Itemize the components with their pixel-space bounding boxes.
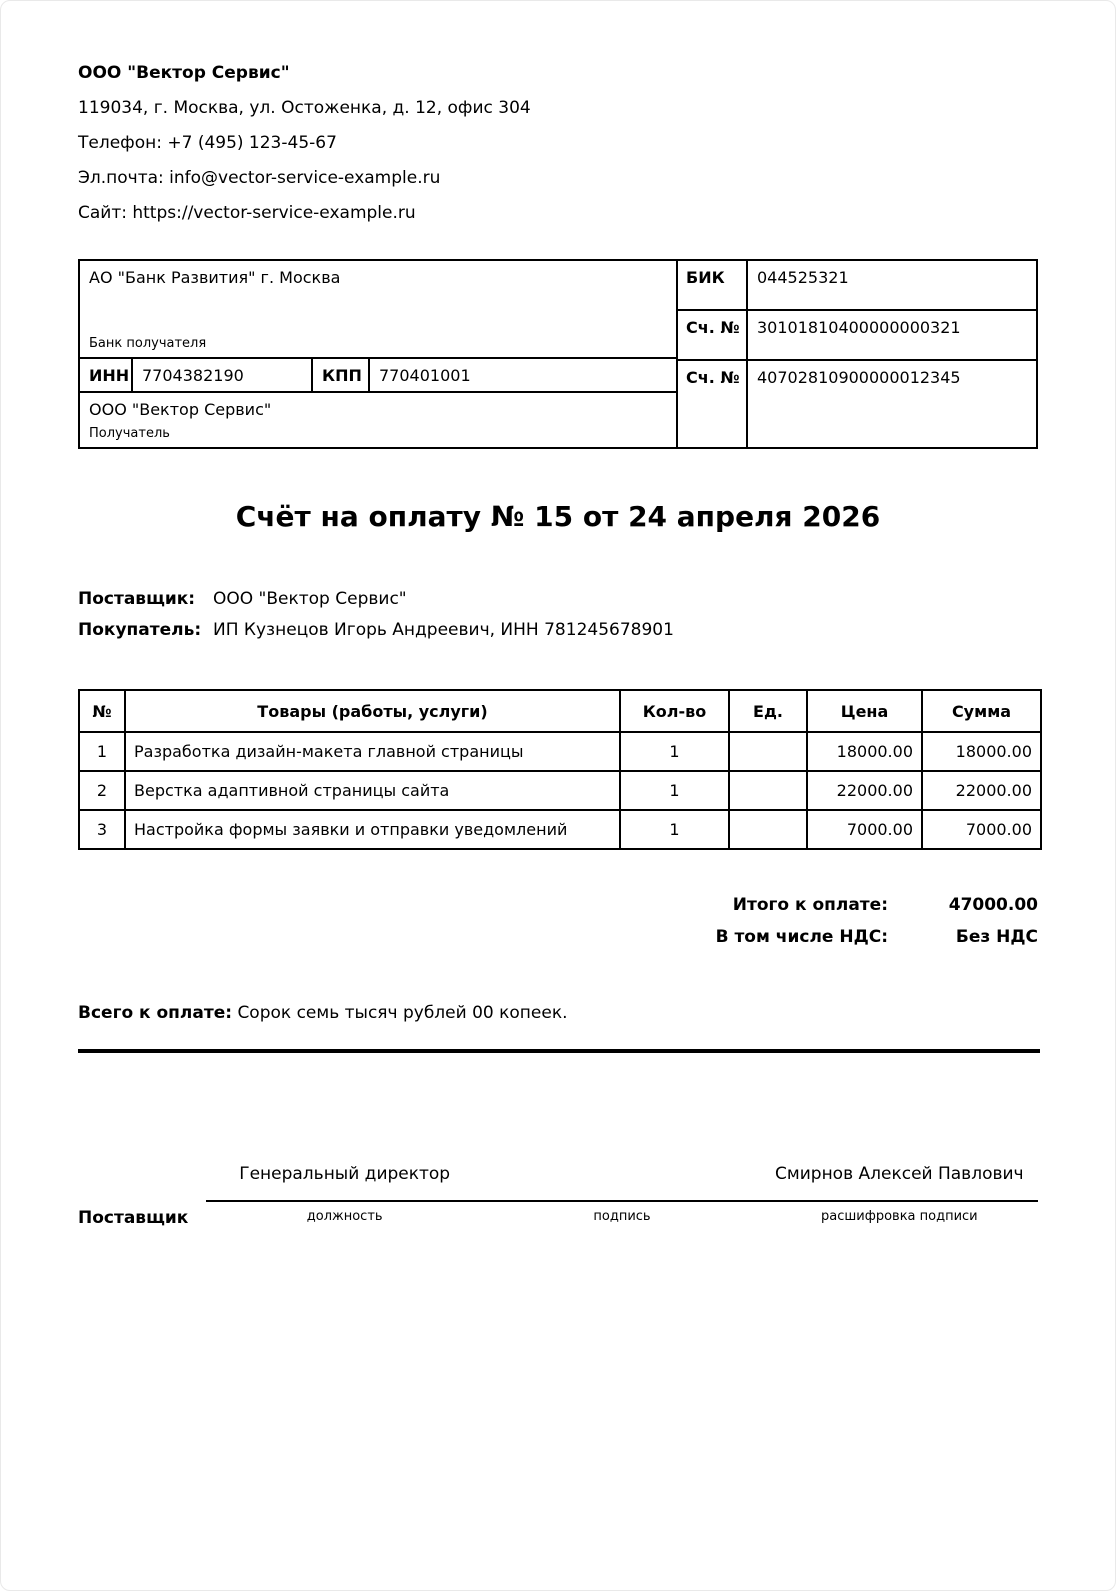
- bik-label: БИК: [678, 261, 748, 309]
- kpp-label: КПП: [313, 359, 370, 391]
- corr-account-label: Сч. №: [678, 311, 748, 359]
- vat-label: В том числе НДС:: [715, 927, 888, 947]
- inn-value: 7704382190: [133, 359, 313, 391]
- corr-account-row: [678, 311, 1036, 361]
- sign-caption: подпись: [593, 1209, 651, 1224]
- item-name: Разработка дизайн-макета главной страницы: [125, 732, 620, 771]
- vat-value: Без НДС: [955, 927, 1038, 947]
- position-caption: должность: [306, 1209, 383, 1224]
- bank-name: АО "Банк Развития" г. Москва: [89, 268, 341, 287]
- item-num: 2: [79, 771, 125, 810]
- item-name: Настройка формы заявки и отправки уведомлений: [125, 810, 620, 849]
- item-price: 18000.00: [807, 732, 922, 771]
- signature-captions: [206, 1209, 1038, 1224]
- name-caption: расшифровка подписи: [821, 1209, 978, 1224]
- buyer-value: ИП Кузнецов Игорь Андреевич, ИНН 781245678901: [213, 620, 674, 640]
- item-qty: 1: [620, 732, 729, 771]
- col-header-qty: Кол-во: [620, 690, 729, 732]
- signature-supplier-label: Поставщик: [78, 1208, 189, 1228]
- item-num: 3: [79, 810, 125, 849]
- inn-label: ИНН: [80, 359, 133, 391]
- bik-row: [678, 261, 1036, 311]
- buyer-line: [78, 620, 1038, 641]
- corr-account-value: 30101810400000000321: [757, 318, 961, 337]
- col-header-num: №: [79, 690, 125, 732]
- buyer-label: Покупатель:: [78, 620, 202, 640]
- company-website: Сайт: https://vector-service-example.ru: [78, 203, 416, 223]
- item-sum: 22000.00: [922, 771, 1041, 810]
- col-header-sum: Сумма: [922, 690, 1041, 732]
- item-unit: [729, 732, 807, 771]
- item-price: 7000.00: [807, 810, 922, 849]
- recipient-name: ООО "Вектор Сервис": [89, 400, 272, 419]
- supplier-line: [78, 589, 1038, 610]
- item-unit: [729, 771, 807, 810]
- total-due-row: [733, 894, 1038, 916]
- item-sum: 18000.00: [922, 732, 1041, 771]
- parties-block: [78, 589, 1038, 641]
- signature-name: Смирнов Алексей Павлович: [775, 1164, 1024, 1184]
- item-qty: 1: [620, 810, 729, 849]
- col-header-price: Цена: [807, 690, 922, 732]
- company-email: Эл.почта: info@vector-service-example.ru: [78, 168, 441, 188]
- table-row: [79, 732, 1041, 771]
- total-due-label: Итого к оплате:: [732, 895, 888, 915]
- bik-value: 044525321: [757, 268, 849, 287]
- invoice-title: Счёт на оплату № 15 от 24 апреля 2026: [235, 500, 881, 533]
- col-header-unit: Ед.: [729, 690, 807, 732]
- item-sum: 7000.00: [922, 810, 1041, 849]
- totals-block: [78, 894, 1038, 958]
- item-name: Верстка адаптивной страницы сайта: [125, 771, 620, 810]
- company-name: ООО "Вектор Сервис": [78, 63, 290, 83]
- bank-right-block: [678, 261, 1036, 447]
- company-phone: Телефон: +7 (495) 123-45-67: [78, 133, 337, 153]
- signature-block: [78, 1164, 1038, 1228]
- item-unit: [729, 810, 807, 849]
- items-header-row: [79, 690, 1041, 732]
- inn-kpp-row: [80, 359, 676, 393]
- supplier-value: ООО "Вектор Сервис": [213, 589, 407, 609]
- col-header-name: Товары (работы, услуги): [125, 690, 620, 732]
- account-label: Сч. №: [678, 361, 748, 447]
- vat-row: [716, 926, 1038, 948]
- bank-name-caption: Банк получателя: [89, 336, 207, 351]
- recipient-cell: [80, 393, 676, 447]
- signature-line: [206, 1164, 1038, 1202]
- account-value: 40702810900000012345: [757, 368, 961, 387]
- signature-area: [206, 1164, 1038, 1228]
- item-price: 22000.00: [807, 771, 922, 810]
- signature-sign-space: [483, 1164, 760, 1184]
- bank-requisites-table: [78, 259, 1038, 449]
- bank-name-cell: [80, 261, 676, 359]
- amount-in-words-label: Всего к оплате:: [78, 1003, 233, 1023]
- company-header: [78, 63, 1038, 223]
- bank-left-block: [80, 261, 678, 447]
- account-row: [678, 361, 1036, 447]
- section-divider: [78, 1049, 1040, 1053]
- table-row: [79, 810, 1041, 849]
- company-address: 119034, г. Москва, ул. Остоженка, д. 12, офис 304: [78, 98, 531, 118]
- total-due-value: 47000.00: [948, 895, 1038, 915]
- recipient-caption: Получатель: [89, 426, 170, 441]
- amount-in-words-value: Сорок семь тысяч рублей 00 копеек.: [237, 1003, 568, 1023]
- item-num: 1: [79, 732, 125, 771]
- signature-position: Генеральный директор: [239, 1164, 451, 1184]
- table-row: [79, 771, 1041, 810]
- supplier-label: Поставщик:: [78, 589, 196, 609]
- items-table: [78, 689, 1042, 850]
- item-qty: 1: [620, 771, 729, 810]
- kpp-value: 770401001: [379, 365, 471, 385]
- amount-in-words-line: [78, 1003, 1038, 1024]
